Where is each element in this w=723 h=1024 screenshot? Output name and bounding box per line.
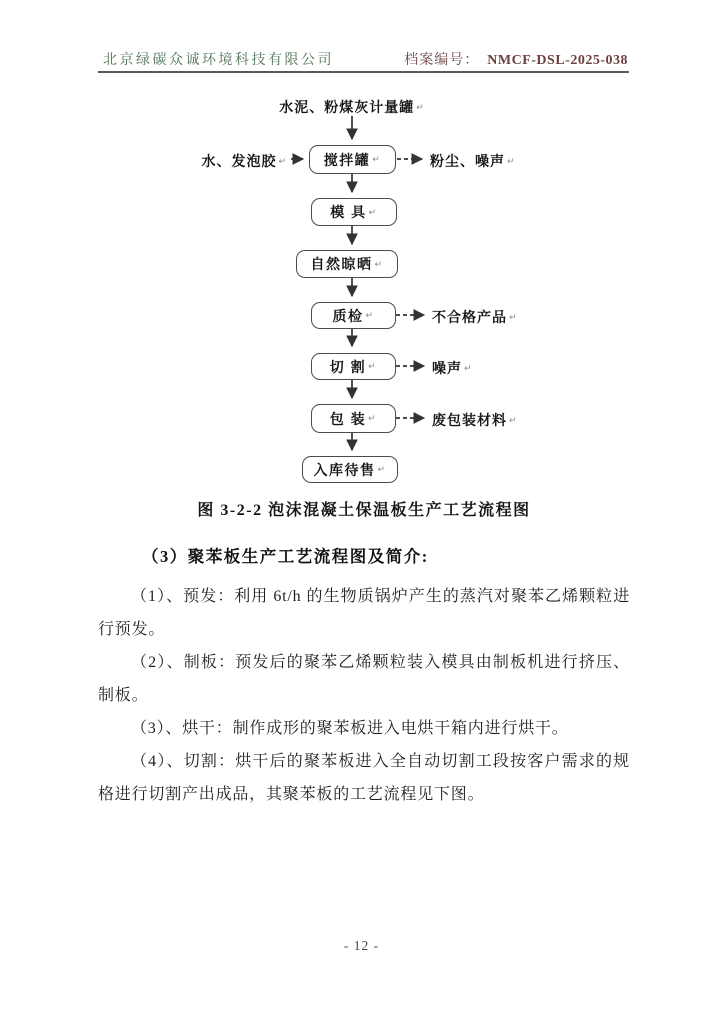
flow-box-quality-inspection-label: 质检 [332, 307, 364, 324]
flow-box-storage-sale-label: 入库待售 [313, 461, 376, 478]
paragraph-board-making: （2）、制板：预发后的聚苯乙烯颗粒装入模具由制板机进行挤压、制板。 [98, 654, 630, 704]
flow-box-mixer-label: 搅拌罐 [323, 151, 371, 168]
header-company-name: 北京绿碳众诚环境科技有限公司 [103, 53, 334, 68]
paragraph-mark-icon: ↵ [368, 361, 378, 371]
header-archive-number [404, 49, 628, 69]
paragraph-mark-icon: ↵ [372, 154, 382, 164]
flow-box-packing-label: 包 装 [329, 410, 367, 427]
flow-input-water-foam-label: 水、发泡胶 [201, 153, 277, 169]
flow-output-rejects-label: 不合格产品 [432, 309, 507, 325]
flow-output-noise [432, 358, 473, 378]
flow-output-noise-label: 噪声 [432, 360, 462, 376]
flow-box-mixer [309, 145, 396, 174]
paragraph-mark-icon: ↵ [368, 206, 378, 217]
paragraph-mark-icon: ↵ [377, 464, 387, 474]
paragraph-mark-icon: ↵ [374, 258, 384, 269]
archive-label: 档案编号： [404, 53, 480, 68]
paragraph-drying: （3）、烘干：制作成形的聚苯板进入电烘干箱内进行烘干。 [131, 720, 569, 737]
paragraph-mark-icon: ↵ [365, 310, 375, 320]
page-number: - 12 - [343, 938, 380, 953]
paragraph-mark-icon: ↵ [464, 363, 473, 373]
flow-box-cutting-label: 切 割 [329, 358, 367, 375]
flow-input-water-foam [201, 151, 287, 171]
flow-box-quality-inspection [311, 302, 396, 329]
flow-input-cement-ash [279, 97, 425, 117]
flow-box-natural-drying [296, 250, 398, 278]
flow-output-rejects [432, 307, 518, 327]
flow-output-waste-packaging [432, 410, 518, 430]
flow-box-packing [311, 404, 396, 433]
archive-value: NMCF-DSL-2025-038 [487, 53, 628, 68]
paragraph-cutting: （4）、切割：烘干后的聚苯板进入全自动切割工段按客户需求的规格进行切割产出成品，其聚苯板的工艺流程见下图。 [98, 753, 630, 803]
paragraph-mark-icon: ↵ [509, 312, 518, 322]
body-text-block [98, 497, 630, 811]
paragraph-mark-icon: ↵ [368, 413, 378, 423]
flow-box-mold-label: 模 具 [330, 204, 367, 220]
flow-output-dust-noise [430, 151, 516, 171]
flow-input-cement-ash-label: 水泥、粉煤灰计量罐 [279, 99, 415, 115]
figure-caption: 图 3-2-2 泡沫混凝土保温板生产工艺流程图 [197, 502, 531, 519]
paragraph-mark-icon: ↵ [509, 415, 518, 425]
flow-box-cutting [311, 353, 396, 380]
flow-output-waste-packaging-label: 废包装材料 [432, 412, 507, 428]
header-rule [98, 71, 629, 73]
paragraph-mark-icon: ↵ [278, 156, 287, 166]
paragraph-mark-icon: ↵ [507, 156, 516, 166]
flow-output-dust-noise-label: 粉尘、噪声 [430, 153, 505, 169]
paragraph-prefoaming: （1）、预发：利用 6t/h 的生物质锅炉产生的蒸汽对聚苯乙烯颗粒进行预发。 [98, 588, 630, 638]
flow-box-storage-sale [302, 456, 398, 483]
flow-box-natural-drying-label: 自然晾晒 [310, 256, 373, 272]
paragraph-mark-icon: ↵ [416, 102, 425, 112]
section-heading: （3）聚苯板生产工艺流程图及简介: [142, 547, 429, 566]
flow-box-mold [311, 198, 397, 226]
